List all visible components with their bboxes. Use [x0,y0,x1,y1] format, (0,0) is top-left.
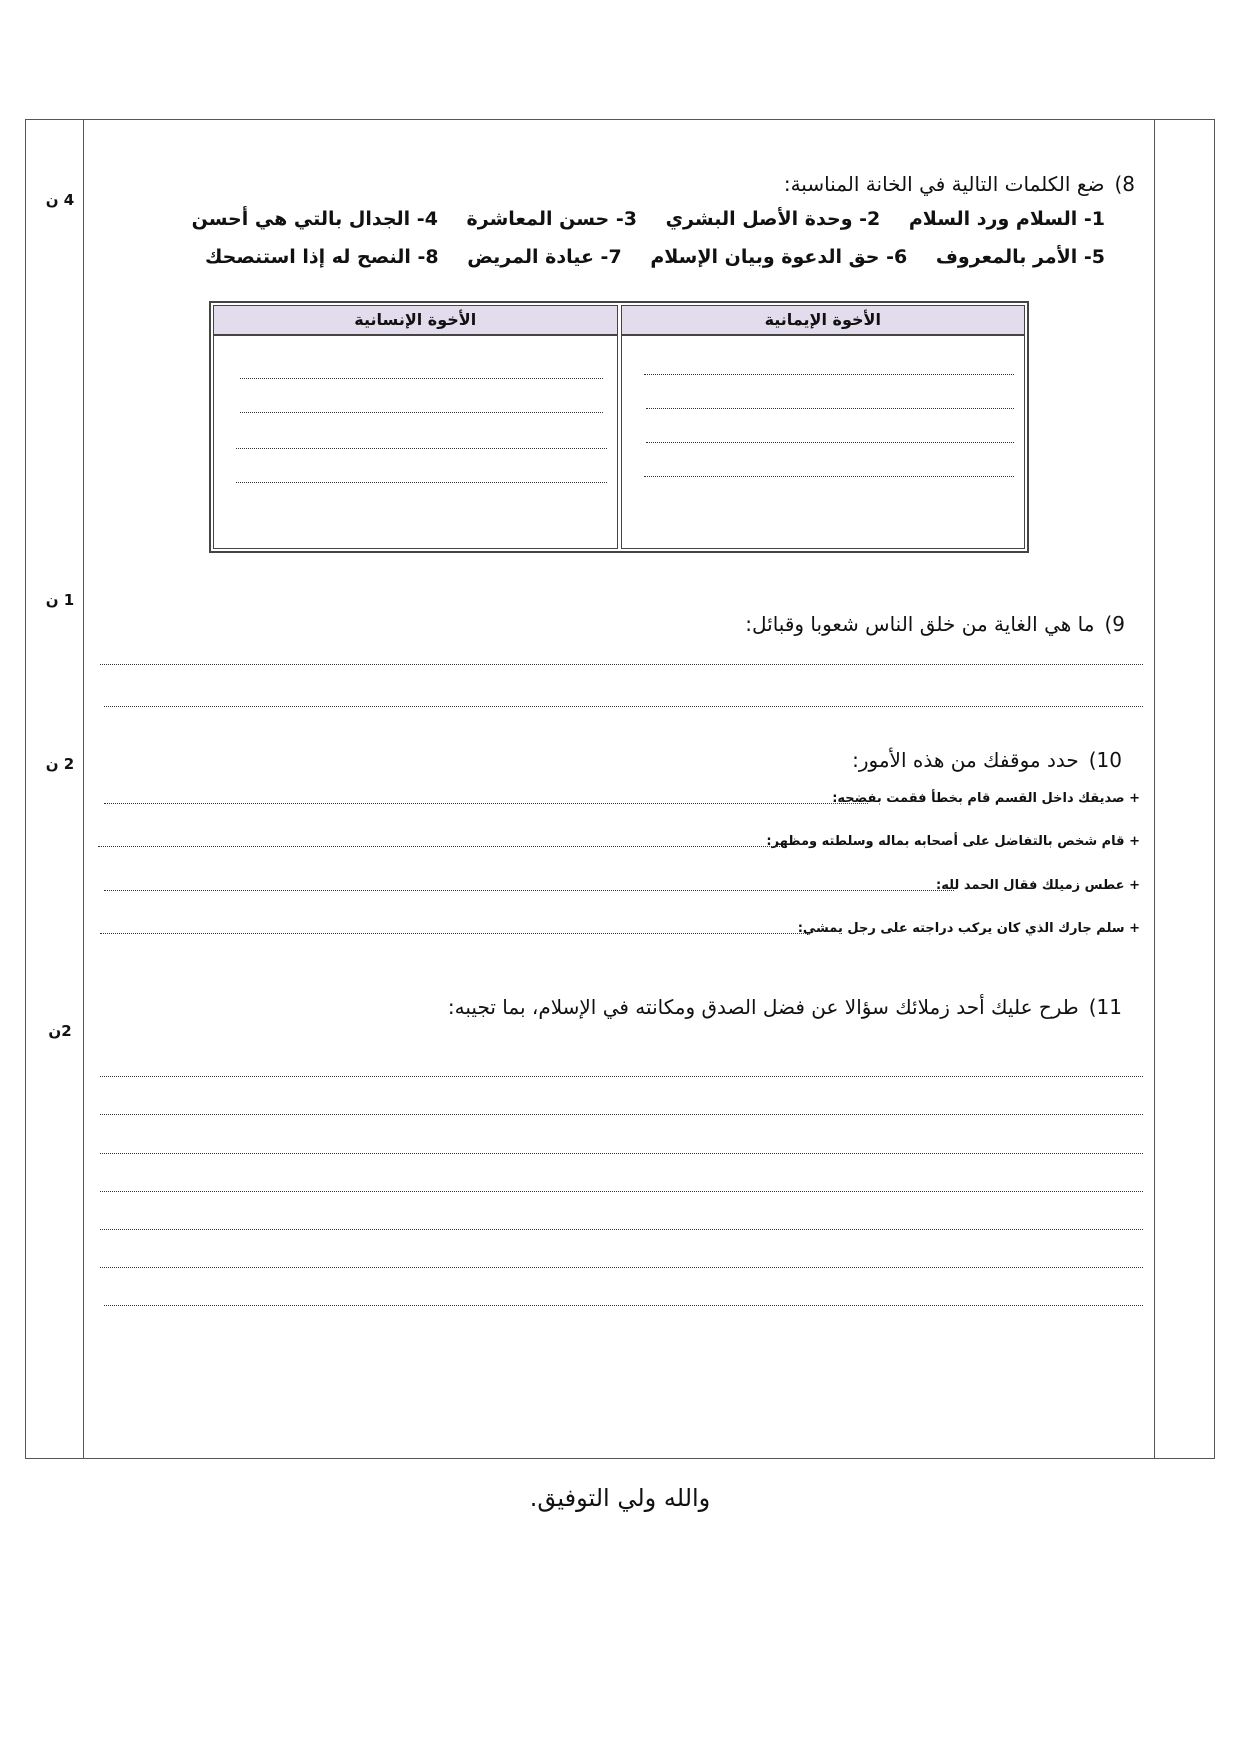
q11-heading [448,995,1122,1019]
situation-text: قام شخص بالتفاضل على أصحابه بماله وسلطته ومظهر: [766,834,1125,849]
word-3: 3- حسن المعاشرة [466,208,637,230]
situation-2 [766,834,1140,849]
q8-words-line-2 [183,246,1105,268]
answer-line[interactable] [100,1191,1143,1192]
situation-4 [798,921,1140,936]
word-8: 8- النصح له إذا استنصحك [204,246,439,268]
word-7: 7- عيادة المريض [467,246,622,268]
q9-number: 9) [1104,612,1125,636]
human-answer-area[interactable] [214,336,617,548]
word-4: 4- الجدال بالتي هي أحسن [191,208,438,230]
word-6: 6- حق الدعوة وبيان الإسلام [650,246,908,268]
human-header: الأخوة الإنسانية [214,306,617,336]
answer-line[interactable] [98,846,784,847]
marks-column [25,119,84,1459]
answer-line[interactable] [100,933,810,934]
q8-prompt: ضع الكلمات التالية في الخانة المناسبة: [783,172,1105,196]
answer-line[interactable] [104,890,954,891]
mark-q10: 2 ن [45,755,75,773]
bullet: + [1129,921,1140,936]
answer-line[interactable] [646,408,1015,409]
answer-line[interactable] [100,664,1143,665]
situation-text: صديقك داخل القسم قام بخطأ فقمت بفضحه: [832,791,1125,806]
closing-text: والله ولي التوفيق. [529,1484,711,1512]
faith-answer-area[interactable] [622,336,1025,548]
q8-heading [784,172,1135,196]
answer-line[interactable] [240,412,603,413]
q10-prompt: حدد موقفك من هذه الأمور: [852,748,1079,772]
answer-line[interactable] [104,803,868,804]
faith-column [621,305,1026,549]
answer-line[interactable] [646,442,1015,443]
answer-line[interactable] [236,448,607,449]
situation-text: سلم جارك الذي كان يركب دراجته على رجل يمشي: [797,921,1125,936]
answer-line[interactable] [100,1267,1143,1268]
bullet: + [1129,878,1140,893]
answer-line[interactable] [644,374,1015,375]
answer-line[interactable] [104,706,1143,707]
q8-number: 8) [1114,172,1135,196]
situation-1 [832,791,1140,806]
bullet: + [1129,834,1140,849]
answer-line[interactable] [240,378,603,379]
q9-prompt: ما هي الغاية من خلق الناس شعوبا وقبائل: [745,612,1095,636]
mark-q11: 2ن [48,1022,72,1040]
situation-text: عطس زميلك فقال الحمد لله: [936,878,1125,893]
word-5: 5- الأمر بالمعروف [935,246,1105,268]
answer-line[interactable] [236,482,607,483]
faith-header: الأخوة الإيمانية [622,306,1025,336]
q11-number: 11) [1088,995,1122,1019]
bullet: + [1129,791,1140,806]
word-1: 1- السلام ورد السلام [908,208,1105,230]
q10-number: 10) [1088,748,1122,772]
answer-line[interactable] [100,1229,1143,1230]
classification-table [209,301,1029,553]
answer-line[interactable] [100,1114,1143,1115]
mark-q8: 4 ن [45,191,75,209]
situation-3 [936,878,1140,893]
answer-line[interactable] [100,1153,1143,1154]
q11-prompt: طرح عليك أحد زملائك سؤالا عن فضل الصدق ومكانته في الإسلام، بما تجيبه: [447,995,1079,1019]
answer-line[interactable] [644,476,1015,477]
q9-heading [745,612,1125,636]
word-2: 2- وحدة الأصل البشري [665,208,881,230]
q8-words-line-1 [170,208,1105,230]
q10-heading [852,748,1122,772]
human-column [213,305,618,549]
mark-q9: 1 ن [45,591,75,609]
margin-column [1154,119,1215,1459]
answer-line[interactable] [100,1076,1143,1077]
answer-line[interactable] [104,1305,1143,1306]
